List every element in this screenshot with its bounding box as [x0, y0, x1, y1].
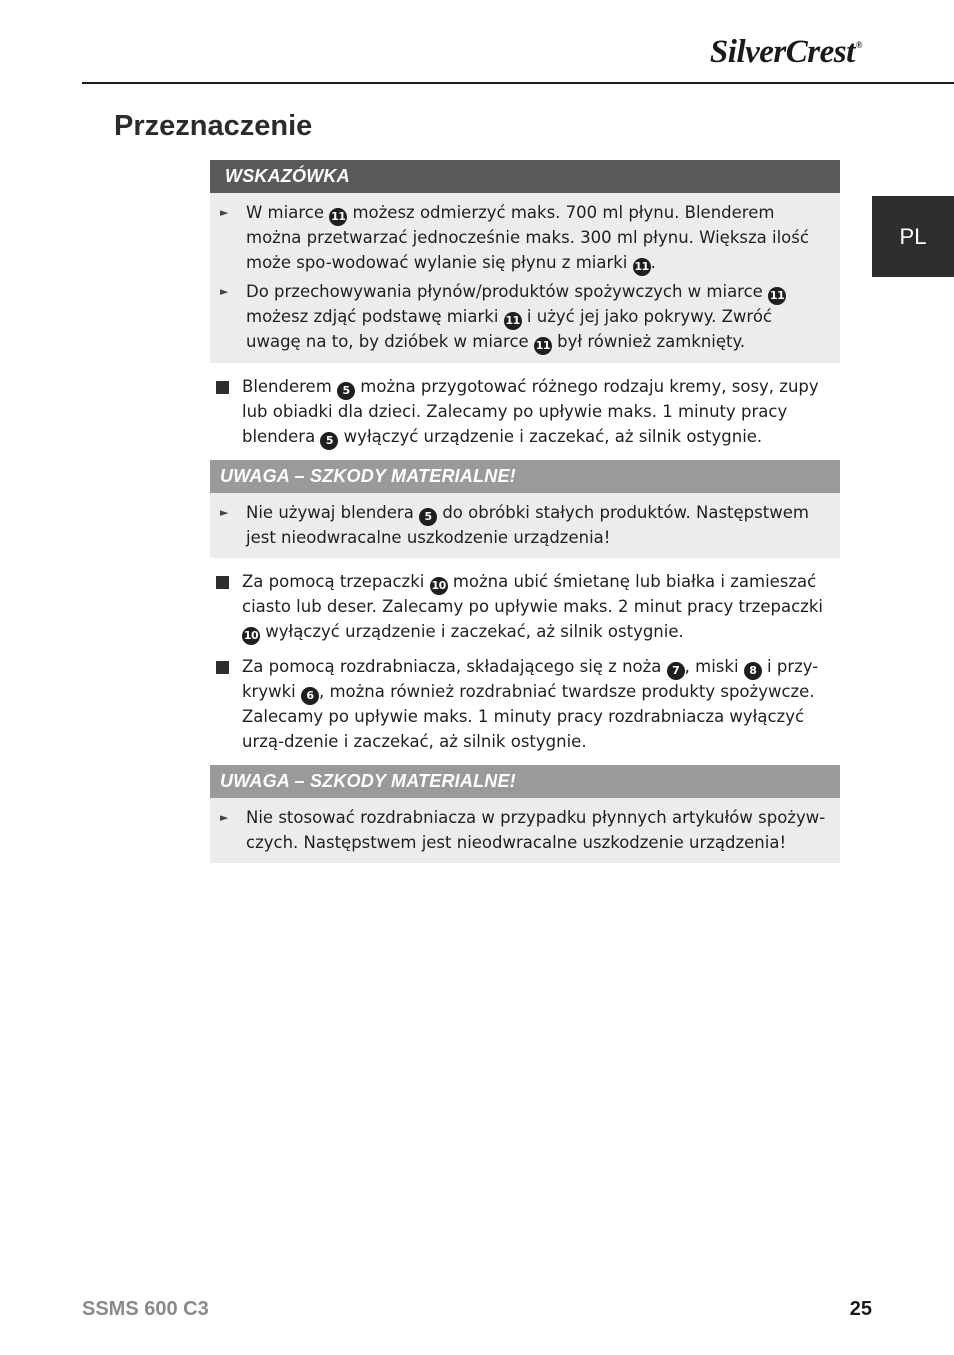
registered-mark: ®	[855, 40, 862, 50]
paragraph-chopper: Za pomocą rozdrabniacza, składającego się z noża 7 , miski 8 i przy-krywki 6 , można również rozdrabniać twardsze produkty spożywcze. Zalecamy po upływie maks. 1 minuty pracy rozdrabniacza wyłączyć urzą-dzenie i zaczekać, aż silnik ostygnie.	[210, 655, 840, 755]
brand-logo	[710, 34, 862, 71]
arrow-bullet-icon: ►	[220, 810, 229, 824]
tip-item	[220, 201, 830, 276]
brand-name: SilverCrest	[709, 34, 855, 70]
tip-box	[210, 160, 840, 363]
warning-item: ► Nie stosować rozdrabniacza w przypadku płynnych artykułów spożyw-czych. Następstwem jest nieodwracalne uszkodzenie urządzenia!	[220, 806, 830, 856]
part-number-badge: 8	[744, 662, 762, 680]
square-bullet-icon	[216, 655, 242, 755]
part-number-badge: 11	[633, 258, 651, 276]
tip-box-heading: WSKAZÓWKA	[210, 160, 840, 193]
warning-item: ► Nie używaj blendera 5 do obróbki stałych produktów. Następstwem jest nieodwracalne uszkodzenie urządzenia!	[220, 501, 830, 551]
warning-box-heading: UWAGA – SZKODY MATERIALNE!	[210, 765, 840, 798]
part-number-badge: 10	[242, 627, 260, 645]
arrow-bullet-icon: ►	[220, 505, 229, 519]
arrow-bullet-icon: ►	[220, 284, 229, 298]
page-title: Przeznaczenie	[114, 110, 313, 142]
part-number-badge: 11	[504, 312, 522, 330]
paragraph-blender: Blenderem 5 można przygotować różnego rodzaju kremy, sosy, zupy lub obiadki dla dzieci. Zalecamy po upływie maks. 1 minuty pracy blendera 5 wyłączyć urządzenie i zaczekać, aż silnik ostygnie.	[210, 375, 840, 450]
footer-model: SSMS 600 C3	[82, 1298, 209, 1320]
part-number-badge: 5	[337, 382, 355, 400]
part-number-badge: 11	[534, 337, 552, 355]
tip-box-body	[210, 193, 840, 363]
square-bullet-icon	[216, 375, 242, 450]
tip-item	[220, 280, 830, 355]
tip-item-text: Do przechowywania płynów/produktów spożywczych w miarce 11 możesz zdjąć podstawę miarki 11 i użyć jej jako pokrywy. Zwróć uwagę na to, by dzióbek w miarce 11 był również zamknięty.	[246, 280, 830, 355]
main-content	[210, 160, 840, 875]
part-number-badge: 11	[768, 287, 786, 305]
header-rule	[82, 82, 954, 84]
part-number-badge: 11	[329, 208, 347, 226]
part-number-badge: 5	[320, 432, 338, 450]
warning-box	[210, 460, 840, 559]
warning-box	[210, 765, 840, 864]
square-bullet-icon	[216, 570, 242, 645]
part-number-badge: 5	[419, 508, 437, 526]
page-number: 25	[849, 1298, 872, 1320]
part-number-badge: 6	[301, 687, 319, 705]
arrow-bullet-icon: ►	[220, 206, 229, 219]
paragraph-whisk: Za pomocą trzepaczki 10 można ubić śmietanę lub białka i zamieszać ciasto lub deser. Zalecamy po upływie maks. 2 minut pracy trzepaczki 10 wyłączyć urządzenie i zaczekać, aż silnik ostygnie.	[210, 570, 840, 645]
warning-box-body	[210, 493, 840, 559]
language-tab: PL	[872, 196, 954, 277]
part-number-badge: 7	[667, 662, 685, 680]
warning-box-heading: UWAGA – SZKODY MATERIALNE!	[210, 460, 840, 493]
part-number-badge: 10	[430, 577, 448, 595]
tip-item-text: W miarce 11 możesz odmierzyć maks. 700 ml płynu. Blenderem można przetwarzać jednocześnie maks. 300 ml płynu. Większa ilość może spo-wodować wylanie się płynu z miarki 11 .	[246, 201, 830, 276]
warning-box-body	[210, 798, 840, 864]
